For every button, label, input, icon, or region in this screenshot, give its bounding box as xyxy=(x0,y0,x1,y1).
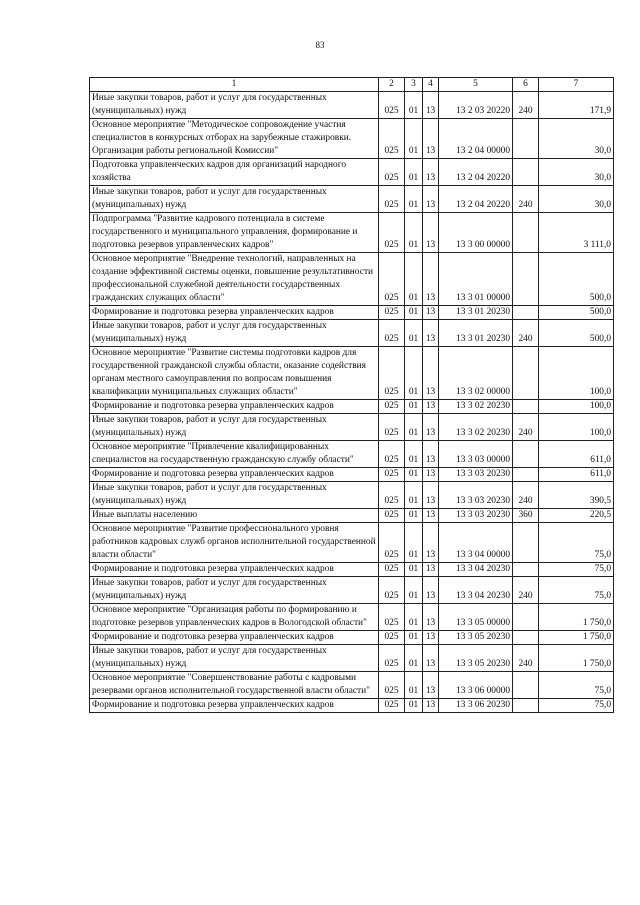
cell-ved: 025 xyxy=(379,347,405,400)
cell-rz: 01 xyxy=(405,414,423,441)
cell-name: Формирование и подготовка резерва управленческих кадров xyxy=(90,631,379,645)
cell-ved: 025 xyxy=(379,441,405,468)
cell-pr: 13 xyxy=(423,253,439,306)
cell-ved: 025 xyxy=(379,699,405,713)
cell-rz: 01 xyxy=(405,92,423,119)
cell-rz: 01 xyxy=(405,306,423,320)
table-row xyxy=(90,159,614,186)
cell-sum: 100,0 xyxy=(539,347,614,400)
table-row xyxy=(90,482,614,509)
cell-name: Основное мероприятие "Развитие системы подготовки кадров для государственной гражданской службы области, оказание содействия органам местного самоуправления по вопросам повышения квалификации муниципальных служащих области" xyxy=(90,347,379,400)
cell-pr: 13 xyxy=(423,320,439,347)
cell-ved: 025 xyxy=(379,92,405,119)
cell-csr: 13 3 06 20230 xyxy=(439,699,513,713)
cell-sum: 100,0 xyxy=(539,414,614,441)
cell-sum: 75,0 xyxy=(539,563,614,577)
table-row xyxy=(90,400,614,414)
cell-rz: 01 xyxy=(405,631,423,645)
table-row xyxy=(90,253,614,306)
page-number: 83 xyxy=(315,40,325,50)
cell-name: Иные закупки товаров, работ и услуг для государственных (муниципальных) нужд xyxy=(90,645,379,672)
table-row xyxy=(90,92,614,119)
cell-csr: 13 3 03 20230 xyxy=(439,482,513,509)
cell-pr: 13 xyxy=(423,119,439,159)
cell-csr: 13 2 03 20220 xyxy=(439,92,513,119)
cell-name: Основное мероприятие "Совершенствование работы с кадровыми резервами органов исполнительной государственной власти области" xyxy=(90,672,379,699)
cell-name: Иные закупки товаров, работ и услуг для государственных (муниципальных) нужд xyxy=(90,414,379,441)
cell-pr: 13 xyxy=(423,563,439,577)
cell-vr: 240 xyxy=(513,320,539,347)
cell-csr: 13 3 02 20230 xyxy=(439,400,513,414)
cell-pr: 13 xyxy=(423,414,439,441)
cell-pr: 13 xyxy=(423,523,439,563)
cell-vr: 240 xyxy=(513,645,539,672)
header-col-3: 3 xyxy=(405,78,423,92)
cell-vr xyxy=(513,213,539,253)
cell-vr xyxy=(513,159,539,186)
header-col-7: 7 xyxy=(539,78,614,92)
cell-rz: 01 xyxy=(405,509,423,523)
cell-rz: 01 xyxy=(405,186,423,213)
header-col-4: 4 xyxy=(423,78,439,92)
cell-rz: 01 xyxy=(405,563,423,577)
cell-pr: 13 xyxy=(423,441,439,468)
cell-name: Иные закупки товаров, работ и услуг для государственных (муниципальных) нужд xyxy=(90,577,379,604)
cell-rz: 01 xyxy=(405,699,423,713)
cell-vr xyxy=(513,306,539,320)
cell-name: Основное мероприятие "Развитие профессионального уровня работников кадровых служб органов исполнительной государственной власти области" xyxy=(90,523,379,563)
cell-ved: 025 xyxy=(379,253,405,306)
cell-csr: 13 3 06 00000 xyxy=(439,672,513,699)
cell-pr: 13 xyxy=(423,577,439,604)
cell-vr xyxy=(513,604,539,631)
table-row xyxy=(90,672,614,699)
cell-ved: 025 xyxy=(379,468,405,482)
cell-rz: 01 xyxy=(405,482,423,509)
table-row xyxy=(90,347,614,400)
cell-pr: 13 xyxy=(423,631,439,645)
cell-ved: 025 xyxy=(379,563,405,577)
header-row xyxy=(90,78,614,92)
cell-vr xyxy=(513,253,539,306)
cell-ved: 025 xyxy=(379,186,405,213)
cell-sum: 75,0 xyxy=(539,699,614,713)
cell-sum: 611,0 xyxy=(539,441,614,468)
cell-vr xyxy=(513,563,539,577)
cell-sum: 100,0 xyxy=(539,400,614,414)
cell-name: Иные закупки товаров, работ и услуг для государственных (муниципальных) нужд xyxy=(90,320,379,347)
cell-sum: 1 750,0 xyxy=(539,631,614,645)
cell-csr: 13 3 05 20230 xyxy=(439,645,513,672)
cell-vr xyxy=(513,400,539,414)
cell-rz: 01 xyxy=(405,400,423,414)
cell-rz: 01 xyxy=(405,347,423,400)
cell-csr: 13 3 00 00000 xyxy=(439,213,513,253)
cell-sum: 500,0 xyxy=(539,306,614,320)
cell-vr xyxy=(513,347,539,400)
cell-ved: 025 xyxy=(379,320,405,347)
cell-csr: 13 3 05 20230 xyxy=(439,631,513,645)
table-row xyxy=(90,604,614,631)
cell-ved: 025 xyxy=(379,213,405,253)
table-row xyxy=(90,414,614,441)
cell-ved: 025 xyxy=(379,400,405,414)
cell-name: Иные закупки товаров, работ и услуг для государственных (муниципальных) нужд xyxy=(90,482,379,509)
cell-rz: 01 xyxy=(405,604,423,631)
cell-pr: 13 xyxy=(423,92,439,119)
cell-csr: 13 3 01 20230 xyxy=(439,320,513,347)
cell-pr: 13 xyxy=(423,645,439,672)
cell-vr: 240 xyxy=(513,577,539,604)
cell-name: Формирование и подготовка резерва управленческих кадров xyxy=(90,699,379,713)
cell-sum: 220,5 xyxy=(539,509,614,523)
cell-name: Формирование и подготовка резерва управленческих кадров xyxy=(90,400,379,414)
cell-vr: 240 xyxy=(513,186,539,213)
cell-name: Иные закупки товаров, работ и услуг для государственных (муниципальных) нужд xyxy=(90,92,379,119)
cell-ved: 025 xyxy=(379,523,405,563)
cell-rz: 01 xyxy=(405,159,423,186)
cell-sum: 1 750,0 xyxy=(539,645,614,672)
cell-pr: 13 xyxy=(423,400,439,414)
cell-pr: 13 xyxy=(423,672,439,699)
cell-rz: 01 xyxy=(405,320,423,347)
cell-sum: 171,9 xyxy=(539,92,614,119)
cell-sum: 75,0 xyxy=(539,523,614,563)
cell-csr: 13 2 04 20220 xyxy=(439,186,513,213)
cell-vr xyxy=(513,523,539,563)
cell-ved: 025 xyxy=(379,414,405,441)
cell-ved: 025 xyxy=(379,306,405,320)
cell-vr xyxy=(513,468,539,482)
cell-vr xyxy=(513,699,539,713)
cell-rz: 01 xyxy=(405,119,423,159)
cell-name: Основное мероприятие "Методическое сопровождение участия специалистов в конкурсных отборах на зарубежные стажировки. Организация работы региональной Комиссии" xyxy=(90,119,379,159)
table-row xyxy=(90,577,614,604)
table-row xyxy=(90,631,614,645)
cell-pr: 13 xyxy=(423,604,439,631)
cell-ved: 025 xyxy=(379,119,405,159)
cell-name: Формирование и подготовка резерва управленческих кадров xyxy=(90,468,379,482)
cell-pr: 13 xyxy=(423,482,439,509)
cell-vr: 360 xyxy=(513,509,539,523)
cell-name: Иные закупки товаров, работ и услуг для государственных (муниципальных) нужд xyxy=(90,186,379,213)
cell-sum: 75,0 xyxy=(539,577,614,604)
cell-csr: 13 3 03 00000 xyxy=(439,441,513,468)
cell-sum: 75,0 xyxy=(539,672,614,699)
cell-pr: 13 xyxy=(423,306,439,320)
table-row xyxy=(90,523,614,563)
cell-csr: 13 3 01 20230 xyxy=(439,306,513,320)
table-body xyxy=(90,92,614,713)
cell-sum: 500,0 xyxy=(539,320,614,347)
cell-name: Иные выплаты населению xyxy=(90,509,379,523)
cell-vr xyxy=(513,441,539,468)
cell-ved: 025 xyxy=(379,159,405,186)
cell-vr xyxy=(513,119,539,159)
cell-sum: 3 111,0 xyxy=(539,213,614,253)
cell-csr: 13 2 04 20220 xyxy=(439,159,513,186)
table-row xyxy=(90,563,614,577)
cell-rz: 01 xyxy=(405,441,423,468)
table-row xyxy=(90,306,614,320)
table-row xyxy=(90,645,614,672)
cell-pr: 13 xyxy=(423,213,439,253)
cell-pr: 13 xyxy=(423,159,439,186)
cell-sum: 1 750,0 xyxy=(539,604,614,631)
cell-rz: 01 xyxy=(405,213,423,253)
header-col-2: 2 xyxy=(379,78,405,92)
cell-csr: 13 3 04 00000 xyxy=(439,523,513,563)
table-row xyxy=(90,509,614,523)
cell-ved: 025 xyxy=(379,631,405,645)
cell-pr: 13 xyxy=(423,186,439,213)
cell-vr: 240 xyxy=(513,482,539,509)
cell-vr xyxy=(513,672,539,699)
cell-csr: 13 3 03 20230 xyxy=(439,509,513,523)
table-row xyxy=(90,119,614,159)
cell-rz: 01 xyxy=(405,468,423,482)
cell-ved: 025 xyxy=(379,604,405,631)
cell-ved: 025 xyxy=(379,645,405,672)
cell-pr: 13 xyxy=(423,347,439,400)
cell-name: Формирование и подготовка резерва управленческих кадров xyxy=(90,563,379,577)
cell-pr: 13 xyxy=(423,509,439,523)
cell-rz: 01 xyxy=(405,577,423,604)
table-row xyxy=(90,186,614,213)
cell-sum: 500,0 xyxy=(539,253,614,306)
cell-csr: 13 3 02 00000 xyxy=(439,347,513,400)
cell-name: Основное мероприятие "Организация работы по формированию и подготовке резервов управленческих кадров в Вологодской области" xyxy=(90,604,379,631)
cell-vr: 240 xyxy=(513,414,539,441)
cell-ved: 025 xyxy=(379,577,405,604)
cell-sum: 30,0 xyxy=(539,159,614,186)
cell-csr: 13 3 01 00000 xyxy=(439,253,513,306)
table-row xyxy=(90,320,614,347)
cell-name: Формирование и подготовка резерва управленческих кадров xyxy=(90,306,379,320)
cell-csr: 13 2 04 00000 xyxy=(439,119,513,159)
cell-sum: 30,0 xyxy=(539,186,614,213)
cell-name: Основное мероприятие "Внедрение технологий, направленных на создание эффективной системы оценки, повышение результативности профессиональной служебной деятельности государственных гражданских служащих области" xyxy=(90,253,379,306)
cell-sum: 611,0 xyxy=(539,468,614,482)
header-col-1: 1 xyxy=(90,78,379,92)
table-row xyxy=(90,468,614,482)
cell-csr: 13 3 04 20230 xyxy=(439,563,513,577)
cell-ved: 025 xyxy=(379,509,405,523)
cell-name: Подпрограмма "Развитие кадрового потенциала в системе государственного и муниципального управления, формирование и подготовка резервов управленческих кадров" xyxy=(90,213,379,253)
cell-ved: 025 xyxy=(379,672,405,699)
cell-sum: 30,0 xyxy=(539,119,614,159)
header-col-5: 5 xyxy=(439,78,513,92)
cell-rz: 01 xyxy=(405,645,423,672)
cell-vr: 240 xyxy=(513,92,539,119)
cell-name: Основное мероприятие "Привлечение квалифицированных специалистов на государственную гражданскую службу области" xyxy=(90,441,379,468)
cell-csr: 13 3 05 00000 xyxy=(439,604,513,631)
cell-sum: 390,5 xyxy=(539,482,614,509)
cell-vr xyxy=(513,631,539,645)
cell-name: Подготовка управленческих кадров для организаций народного хозяйства xyxy=(90,159,379,186)
cell-pr: 13 xyxy=(423,468,439,482)
cell-rz: 01 xyxy=(405,253,423,306)
cell-csr: 13 3 02 20230 xyxy=(439,414,513,441)
cell-rz: 01 xyxy=(405,523,423,563)
table-row xyxy=(90,441,614,468)
budget-table xyxy=(89,77,614,713)
cell-csr: 13 3 03 20230 xyxy=(439,468,513,482)
cell-csr: 13 3 04 20230 xyxy=(439,577,513,604)
cell-rz: 01 xyxy=(405,672,423,699)
table-row xyxy=(90,213,614,253)
table-row xyxy=(90,699,614,713)
cell-ved: 025 xyxy=(379,482,405,509)
cell-pr: 13 xyxy=(423,699,439,713)
header-col-6: 6 xyxy=(513,78,539,92)
